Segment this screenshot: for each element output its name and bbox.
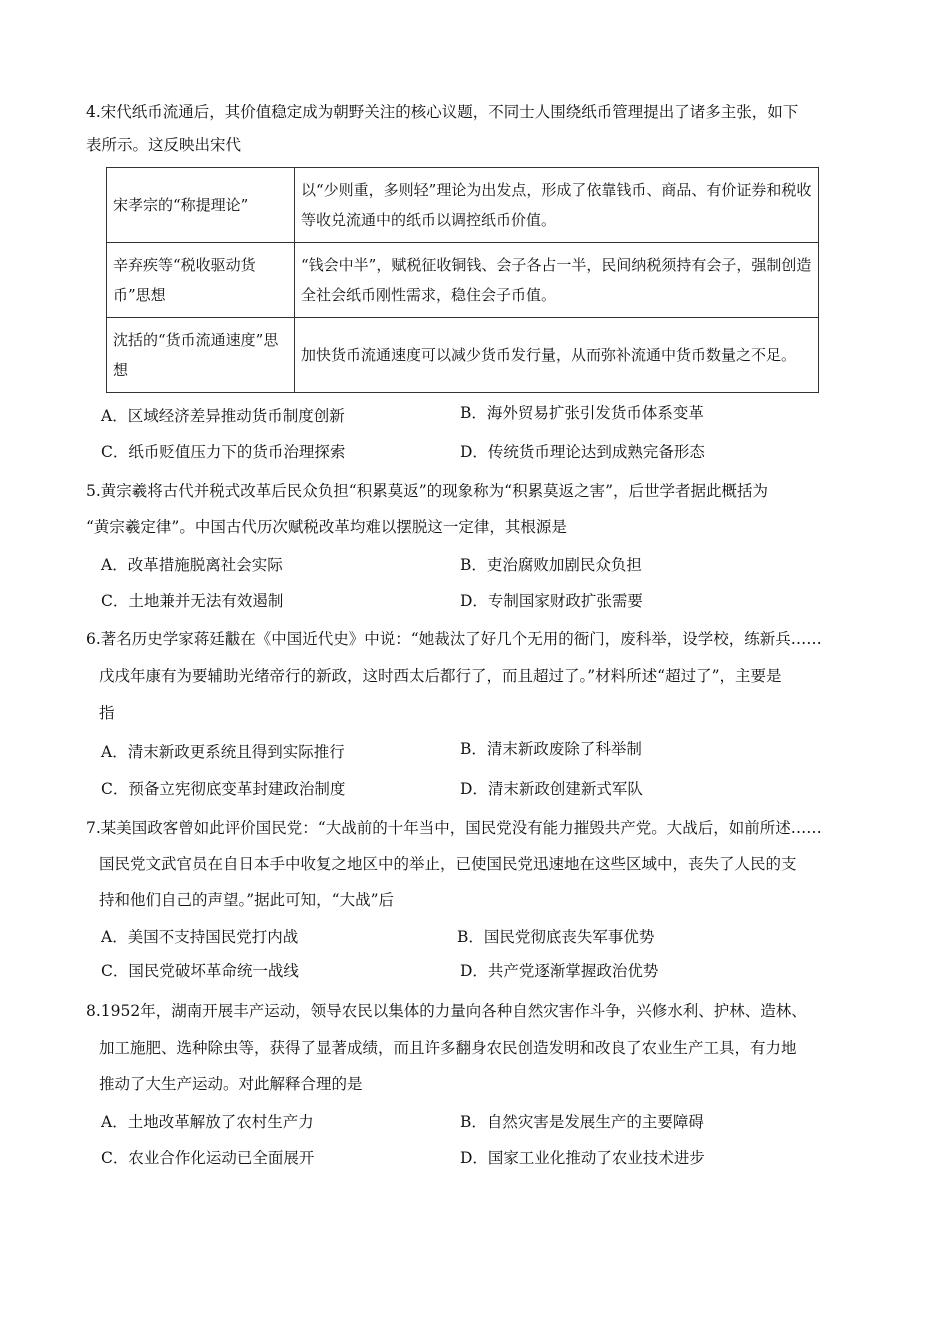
q6-option-b[interactable]: B．清末新政废除了科举制 [460, 740, 642, 758]
q6-option-d[interactable]: D．清末新政创建新式军队 [460, 780, 643, 798]
q7-stem-line1: 7.某美国政客曾如此评价国民党：“大战前的十年当中，国民党没有能力摧毁共产党。大战后，如前所述…… [86, 819, 822, 837]
q7-option-d[interactable]: D．共产党逐渐掌握政治优势 [460, 962, 659, 980]
q5-option-c[interactable]: C．土地兼并无法有效遏制 [101, 592, 284, 610]
q7-option-b[interactable]: B．国民党彻底丧失军事优势 [457, 928, 655, 946]
q8-stem-line2: 加工施肥、选种除虫等，获得了显著成绩，而且许多翻身农民创造发明和改良了农业生产工具，有力地 [99, 1039, 797, 1057]
q8-stem-line1: 8.1952年，湖南开展丰产运动，领导农民以集体的力量向各种自然灾害作斗争，兴修水利、护林、造林、 [86, 1002, 807, 1020]
q7-option-a[interactable]: A．美国不支持国民党打内战 [101, 928, 299, 946]
q5-option-d[interactable]: D．专制国家财政扩张需要 [460, 592, 643, 610]
table-cell-view: 辛弃疾等“税收驱动货币”思想 [107, 243, 295, 318]
q6-stem-line2: 戊戌年康有为要辅助光绪帝行的新政，这时西太后都行了，而且超过了。”材料所述“超过了”，主要是 [99, 667, 782, 685]
q4-table [106, 167, 819, 393]
q8-stem-line3: 推动了大生产运动。对此解释合理的是 [99, 1075, 363, 1093]
q5-stem-line2: “黄宗羲定律”。中国古代历次赋税改革均难以摆脱这一定律，其根源是 [86, 518, 567, 536]
q8-option-b[interactable]: B．自然灾害是发展生产的主要障碍 [460, 1113, 704, 1131]
q8-option-d[interactable]: D．国家工业化推动了农业技术进步 [460, 1149, 705, 1167]
table-cell-view: 沈括的“货币流通速度”思想 [107, 318, 295, 393]
table-cell-view: 宋孝宗的“称提理论” [107, 168, 295, 243]
q7-stem-line3: 持和他们自己的声望。”据此可知，“大战”后 [99, 891, 395, 909]
q4-option-d[interactable]: D．传统货币理论达到成熟完备形态 [460, 443, 705, 461]
q4-option-a[interactable]: A．区域经济差异推动货币制度创新 [101, 407, 345, 425]
table-row [107, 168, 819, 243]
q6-stem-line3: 指 [99, 704, 115, 722]
q5-stem-line1: 5.黄宗羲将古代并税式改革后民众负担“积累莫返”的现象称为“积累莫返之害”，后世学者据此概括为 [86, 482, 768, 500]
q4-option-b[interactable]: B．海外贸易扩张引发货币体系变革 [460, 404, 704, 422]
table-cell-content: 以“少则重，多则轻”理论为出发点，形成了依靠钱币、商品、有价证券和税收等收兑流通中的纸币以调控纸币价值。 [295, 168, 819, 243]
q7-stem-line2: 国民党文武官员在自日本手中收复之地区中的举止，已使国民党迅速地在这些区域中，丧失了人民的支 [99, 855, 797, 873]
q4-stem-line2: 表所示。这反映出宋代 [86, 136, 242, 154]
table-cell-content: 加快货币流通速度可以减少货币发行量，从而弥补流通中货币数量之不足。 [295, 318, 819, 393]
q6-option-c[interactable]: C．预备立宪彻底变革封建政治制度 [101, 780, 346, 798]
table-row [107, 318, 819, 393]
q5-option-a[interactable]: A．改革措施脱离社会实际 [101, 556, 283, 574]
q5-option-b[interactable]: B．吏治腐败加剧民众负担 [460, 556, 642, 574]
q6-option-a[interactable]: A．清末新政更系统且得到实际推行 [101, 743, 345, 761]
q7-option-c[interactable]: C．国民党破坏革命统一战线 [101, 962, 299, 980]
table-row [107, 243, 819, 318]
q8-option-c[interactable]: C．农业合作化运动已全面展开 [101, 1149, 315, 1167]
q8-option-a[interactable]: A．土地改革解放了农村生产力 [101, 1113, 314, 1131]
q4-stem-line1: 4.宋代纸币流通后，其价值稳定成为朝野关注的核心议题，不同士人围绕纸币管理提出了诸多主张，如下 [86, 103, 799, 121]
table-cell-content: “钱会中半”，赋税征收铜钱、会子各占一半，民间纳税须持有会子，强制创造全社会纸币刚性需求，稳住会子币值。 [295, 243, 819, 318]
q4-option-c[interactable]: C．纸币贬值压力下的货币治理探索 [101, 443, 346, 461]
q6-stem-line1: 6.著名历史学家蒋廷黻在《中国近代史》中说：“她裁汰了好几个无用的衙门，废科举，设学校，练新兵…… [86, 630, 822, 648]
